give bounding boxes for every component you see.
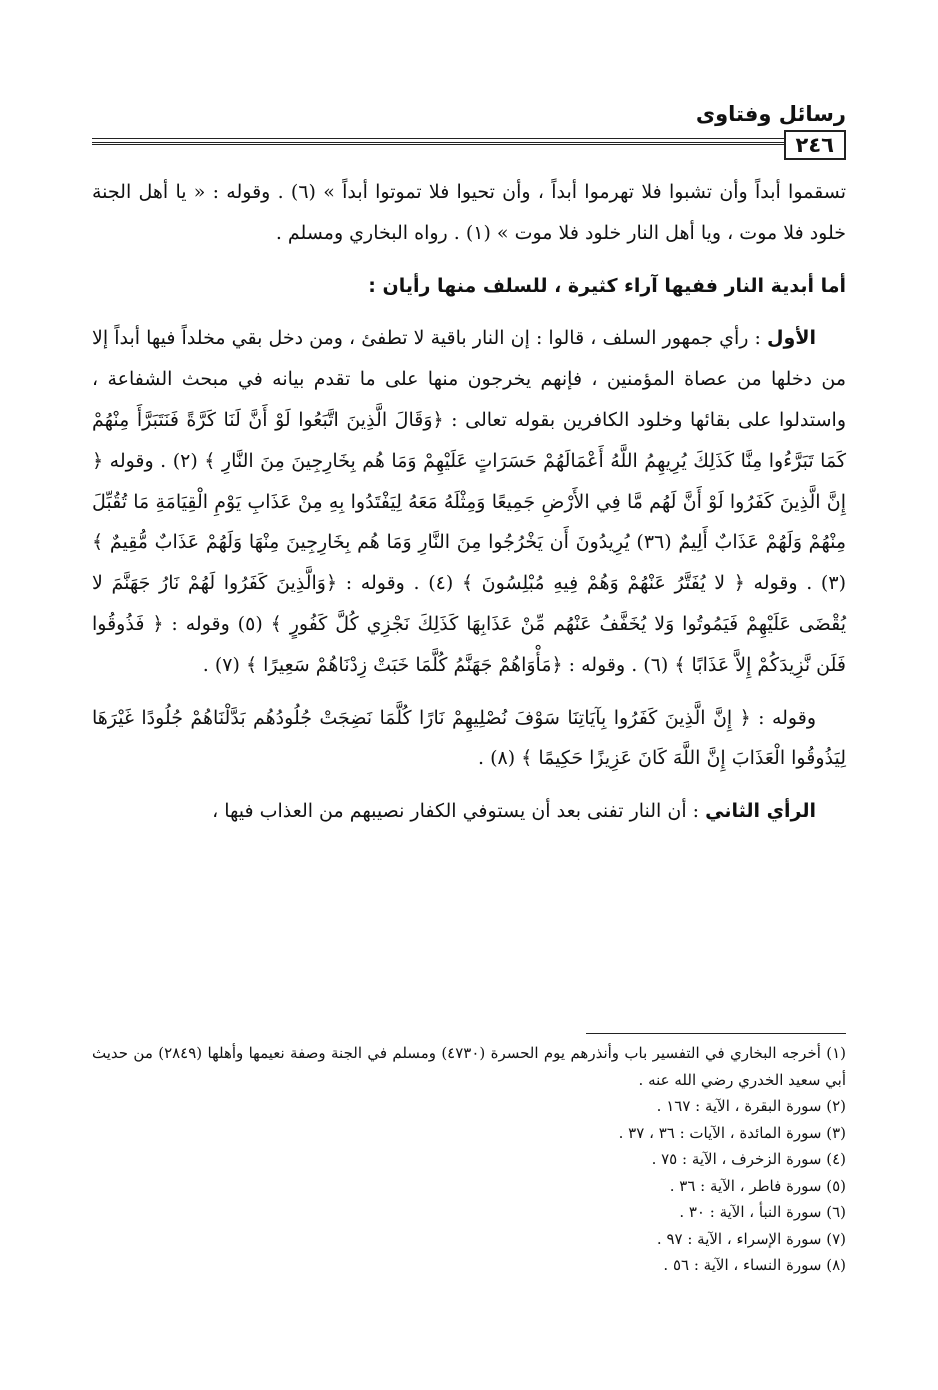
running-title: رسائل وفتاوى bbox=[695, 102, 846, 126]
footnote-5: (٥) سورة فاطر ، الآية : ٣٦ . bbox=[669, 1176, 846, 1195]
footnote-8: (٨) سورة النساء ، الآية : ٥٦ . bbox=[663, 1256, 846, 1274]
footnote-6: (٦) سورة النبأ ، الآية : ٣٠ . bbox=[679, 1203, 846, 1221]
header-rule-thick bbox=[92, 142, 846, 145]
second-view-text: : أن النار تفنى بعد أن يستوفي الكفار نصيبهم من العذاب فيها ، bbox=[212, 800, 706, 823]
footnote-7: (٧) سورة الإسراء ، الآية : ٩٧ . bbox=[656, 1229, 846, 1248]
page-number: ٢٤٦ bbox=[784, 130, 846, 160]
header-rule-thin bbox=[92, 138, 846, 139]
paragraph-second-view bbox=[92, 791, 846, 832]
first-view-label: الأول bbox=[767, 327, 816, 350]
page-header bbox=[92, 96, 846, 166]
footnote-4: (٤) سورة الزخرف ، الآية : ٧٥ . bbox=[651, 1150, 846, 1168]
paragraph-heading-eternity bbox=[92, 266, 846, 307]
footnote-3: (٣) سورة المائدة ، الآيات : ٣٦ ، ٣٧ . bbox=[618, 1123, 846, 1142]
paragraph-hadith: تسقموا أبداً وأن تشبوا فلا تهرموا أبداً ، وأن تحيوا فلا تموتوا أبداً » (٦) . وقوله : « يا أهل الجنة خلود فلا موت ، ويا أهل النار خلود فلا موت » (١) . رواه البخاري ومسلم . bbox=[92, 181, 846, 244]
footnote-2: (٢) سورة البقرة ، الآية : ١٦٧ . bbox=[656, 1097, 846, 1115]
footnote-separator bbox=[586, 1033, 846, 1034]
footnote-1: (١) أخرجه البخاري في التفسير باب وأنذرهم يوم الحسرة (٤٧٣٠) ومسلم في الجنة وصفة نعيمها وأهلها (٢٨٤٩) من حديث أبي سعيد الخدري رضي الله عنه . bbox=[92, 1044, 846, 1089]
first-view-text: : رأي جمهور السلف ، قالوا : إن النار باقية لا تطفئ ، ومن دخل بقي مخلداً فيها أبداً إلا من دخلها من عصاة المؤمنين ، فإنهم يخرجون منها على ما تقدم بيانه في مبحث الشفاعة ، واستدلوا على بقائها وخلود الكافرين بقوله تعالى : ﴿وَقَالَ الَّذِينَ اتَّبَعُوا لَوْ أَنَّ لَنَا كَرَّةً فَنَتَبَرَّأَ مِنْهُمْ كَمَا تَبَرَّءُوا مِنَّا كَذَلِكَ يُرِيهِمُ اللَّهُ أَعْمَالَهُمْ حَسَرَاتٍ عَلَيْهِمْ وَمَا هُم بِخَارِجِينَ مِنَ النَّارِ ﴾ (٢) . وقوله ﴿ إِنَّ الَّذِينَ كَفَرُوا لَوْ أَنَّ لَهُم مَّا فِي الأَرْضِ جَمِيعًا وَمِثْلَهُ مَعَهُ لِيَفْتَدُوا بِهِ مِنْ عَذَابِ يَوْمِ الْقِيَامَةِ مَا تُقُبِّلَ مِنْهُمْ وَلَهُمْ عَذَابٌ أَلِيمٌ (٣٦) يُرِيدُونَ أَن يَخْرُجُوا مِنَ النَّارِ وَمَا هُم بِخَارِجِينَ مِنْهَا وَلَهُمْ عَذَابٌ مُّقِيمٌ ﴾ (٣) . وقوله ﴿ لا يُفَتَّرُ عَنْهُمْ وَهُمْ فِيهِ مُبْلِسُونَ ﴾ (٤) . وقوله : ﴿وَالَّذِينَ كَفَرُوا لَهُمْ نَارُ جَهَنَّمَ لا يُقْضَى عَلَيْهِمْ فَيَمُوتُوا وَلا يُخَفَّفُ عَنْهُم مِّنْ عَذَابِهَا كَذَلِكَ نَجْزِي كُلَّ كَفُورٍ ﴾ (٥) وقوله : ﴿ فَذُوقُوا فَلَن نَّزِيدَكُمْ إِلاَّ عَذَابًا ﴾ (٦) . وقوله : ﴿مَأْوَاهُمْ جَهَنَّمُ كُلَّمَا خَبَتْ زِدْنَاهُمْ سَعِيرًا ﴾ (٧) . bbox=[92, 327, 846, 676]
footnotes bbox=[92, 1040, 846, 1279]
paragraph-first-view bbox=[92, 318, 846, 685]
second-view-label: الرأي الثاني bbox=[705, 800, 816, 823]
paragraph-quote-nisa: وقوله : ﴿ إِنَّ الَّذِينَ كَفَرُوا بِآيَاتِنَا سَوْفَ نُصْلِيهِمْ نَارًا كُلَّمَا نَضِجَتْ جُلُودُهُم بَدَّلْنَاهُمْ جُلُودًا غَيْرَهَا لِيَذُوقُوا الْعَذَابَ إِنَّ اللَّهَ كَانَ عَزِيزًا حَكِيمًا ﴾ (٨) . bbox=[92, 706, 846, 770]
heading-text: أما أبدية النار ففيها آراء كثيرة ، للسلف منها رأيان : bbox=[368, 274, 846, 297]
main-text bbox=[92, 172, 846, 844]
